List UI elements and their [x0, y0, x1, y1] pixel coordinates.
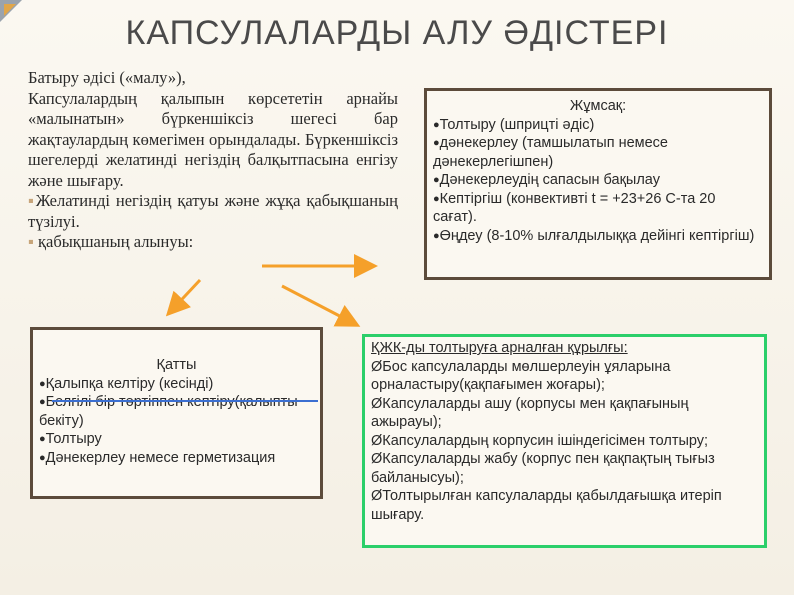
list-item: ØКапсулалардың корпусин ішіндегісімен толтыру; [371, 432, 709, 449]
list-item: ●Толтыру (шприцті әдіс) [433, 116, 595, 133]
arrow-down-right [282, 286, 355, 324]
list-item: ●Дәнекерлеудің сапасын бақылау [433, 172, 660, 188]
filling-device-box [362, 334, 767, 548]
bullet-marker: ▪ [28, 191, 36, 210]
list-item: ●Кептіргіш (конвективті t = +23+26 С-та 20 сағат). [433, 190, 716, 225]
method-title: Батыру әдісі («малу»), [28, 68, 186, 87]
list-item: ØТолтырылған капсулаларды қабылдағышқа итеріп шығару. [371, 488, 722, 523]
bullet-marker: ▪ [28, 232, 34, 251]
arrow-down-left [170, 280, 200, 312]
method-description: Капсулалардың қалыпын көрсететін арнайы «малынатын» бүркеншіксіз шегесі бар жақтаулардың көмегімен орындалады. Бүркеншіксіз шегелерді желатинді негіздің балқытпасына енгізу және шығару. [28, 88, 398, 190]
soft-capsule-heading: Жұмсақ: [569, 98, 627, 114]
bullet-removal: ▪ қабықшаның алынуы: [28, 232, 194, 251]
hard-capsule-heading: Қатты [156, 357, 197, 373]
soft-capsule-box [424, 88, 772, 280]
page-title: КАПСУЛАЛАРДЫ АЛУ ӘДІСТЕРІ [125, 14, 669, 52]
list-item: ●Өңдеу (8-10% ылғалдылыққа дейінгі кептіргіш) [433, 227, 755, 244]
list-item: ØКапсулаларды жабу (корпус пен қақпақтың тығыз байланысуы); [371, 451, 715, 486]
filling-device-heading: ҚЖК-ды толтыруға арналған құрылғы: [371, 340, 628, 356]
bullet-hardening: ▪Желатинді негіздің қатуы және жұқа қабықшаның түзілуі. [28, 191, 398, 231]
list-item: ●Толтыру [39, 431, 102, 447]
list-item: ØКапсулаларды ашу (корпусы мен қақпағының ажырауы); [371, 395, 689, 430]
list-item: ●Қалыпқа келтіру (кесінді) [39, 375, 214, 392]
list-item: ●дәнекерлеу (тамшылатып немесе дәнекерлегішпен) [433, 135, 668, 170]
list-item: ●Белгілі бір тәртіппен кептіру(қалыпты бекіту) [39, 394, 298, 429]
hard-capsule-box [30, 327, 323, 499]
left-description [28, 68, 398, 253]
list-item: ØБос капсулаларды мөлшерлеуін ұяларына орналастыру(қақпағымен жоғары); [371, 358, 671, 393]
list-item: ●Дәнекерлеу немесе герметизация [39, 449, 276, 466]
